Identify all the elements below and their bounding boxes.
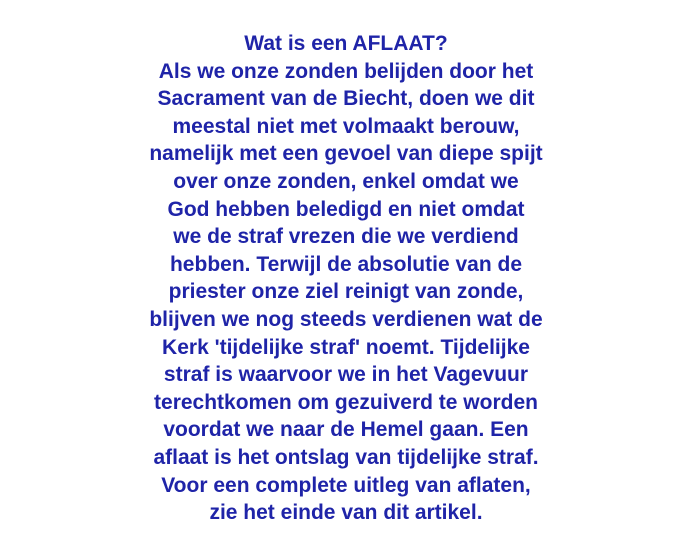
text-line: hebben. Terwijl de absolutie van de — [169, 252, 523, 276]
text-line: Als we onze zonden belijden door het — [158, 59, 534, 83]
text-line: terechtkomen om gezuiverd te worden — [154, 390, 538, 414]
text-line: over onze zonden, enkel omdat we — [173, 169, 519, 193]
text-line: namelijk met een gevoel van diepe spijt — [149, 142, 543, 166]
body-text-block — [0, 30, 692, 527]
text-line: blijven we nog steeds verdienen wat de — [149, 307, 543, 331]
text-line: Kerk 'tijdelijke straf' noemt. Tijdelijke — [162, 335, 530, 359]
text-line: straf is waarvoor we in het Vagevuur — [163, 363, 529, 387]
text-line: voordat we naar de Hemel gaan. Een — [163, 418, 529, 442]
text-line: zie het einde van dit artikel. — [209, 501, 483, 525]
text-line: aflaat is het ontslag van tijdelijke straf. — [153, 445, 539, 469]
text-line: meestal niet met volmaakt berouw, — [172, 114, 520, 138]
text-line: we de straf vrezen die we verdiend — [173, 225, 519, 249]
slide-title: Wat is een AFLAAT? — [244, 32, 448, 55]
text-line: Voor een complete uitleg van aflaten, — [161, 473, 531, 497]
text-line: God hebben beledigd en niet omdat — [167, 197, 525, 221]
text-line: priester onze ziel reinigt van zonde, — [168, 280, 524, 304]
text-line: Sacrament van de Biecht, doen we dit — [157, 87, 535, 111]
